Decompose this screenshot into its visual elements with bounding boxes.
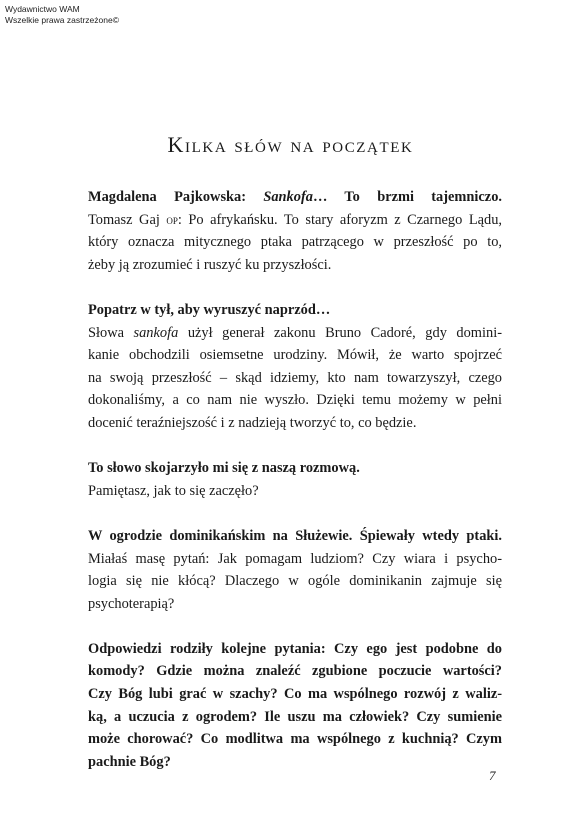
- question-line: ką, a uczucia z ogrodem? Ile uszu ma człowiek? Czy sumienie: [88, 708, 502, 725]
- page-number: 7: [489, 768, 496, 783]
- answer-line: żeby ją zrozumieć i ruszyć ku przyszłości.: [88, 256, 332, 273]
- question-line: komody? Gdzie można znaleźć zgubione poczucie wartości?: [88, 663, 502, 680]
- speaker-name: Tomasz Gaj: [88, 211, 167, 228]
- answer-line: [88, 322, 502, 345]
- interview-text: [88, 186, 502, 796]
- rights-notice: Wszelkie prawa zastrzeżone©: [5, 15, 119, 25]
- block-1: [88, 186, 502, 276]
- answer-line: kanie obchodzili osiemsetne urodziny. Mówił, że warto spojrzeć: [88, 347, 502, 364]
- chapter-title: Kilka słów na początek: [167, 132, 414, 157]
- block-5: [88, 638, 502, 774]
- italic-term: sankofa: [133, 324, 179, 341]
- question-line: W ogrodzie dominikańskim na Służewie. Śpiewały wtedy ptaki.: [88, 527, 502, 544]
- question-line: Odpowiedzi rodziły kolejne pytania: Czy ego jest podobne do: [88, 640, 502, 657]
- answer-line: psychoterapią?: [88, 595, 175, 612]
- question-text: … To brzmi tajemniczo.: [312, 189, 502, 205]
- question-line: Czy Bóg lubi grać w szachy? Co ma wspólnego rozwój z waliz-: [88, 686, 502, 703]
- question-line: [88, 186, 502, 209]
- question-line: pachnie Bóg?: [88, 753, 171, 770]
- answer-line: Miałaś masę pytań: Jak pomagam ludziom? Czy wiara i psycho-: [88, 550, 502, 567]
- block-3: [88, 457, 502, 502]
- answer-line: dokonaliśmy, a co nam nie wyszło. Dzięki temu możemy w pełni: [88, 392, 502, 409]
- answer-line: docenić teraźniejszość i z nadzieją tworzyć to, co będzie.: [88, 414, 417, 431]
- answer-line: na swoją przeszłość – skąd idziemy, kto nam towarzyszył, czego: [88, 369, 502, 386]
- speaker-name: Magdalena Pajkowska:: [88, 189, 264, 205]
- question-line: Popatrz w tył, aby wyruszyć naprzód…: [88, 301, 331, 318]
- italic-term: Sankofa: [263, 189, 313, 205]
- answer-line: który oznacza mitycznego ptaka patrzącego w przeszłość po to,: [88, 234, 502, 251]
- answer-line: logia się nie kłócą? Dlaczego w ogóle dominikanin zajmuje się: [88, 573, 502, 590]
- answer-line: [88, 209, 502, 232]
- block-2: [88, 299, 502, 435]
- question-line: To słowo skojarzyło mi się z naszą rozmową.: [88, 460, 360, 477]
- answer-text: użył generał zakonu Bruno Cadoré, gdy domini-: [178, 324, 502, 341]
- answer-line: Pamiętasz, jak to się zaczęło?: [88, 482, 259, 499]
- answer-text: : Po afrykańsku. To stary aforyzm z Czarnego Lądu,: [177, 211, 502, 228]
- question-line: może chorować? Co modlitwa ma wspólnego z kuchnią? Czym: [88, 731, 502, 748]
- block-4: [88, 525, 502, 615]
- order-abbreviation: op: [166, 211, 178, 227]
- publisher-name: Wydawnictwo WAM: [5, 4, 80, 14]
- publisher-header: [5, 4, 119, 26]
- answer-text: Słowa: [88, 324, 134, 341]
